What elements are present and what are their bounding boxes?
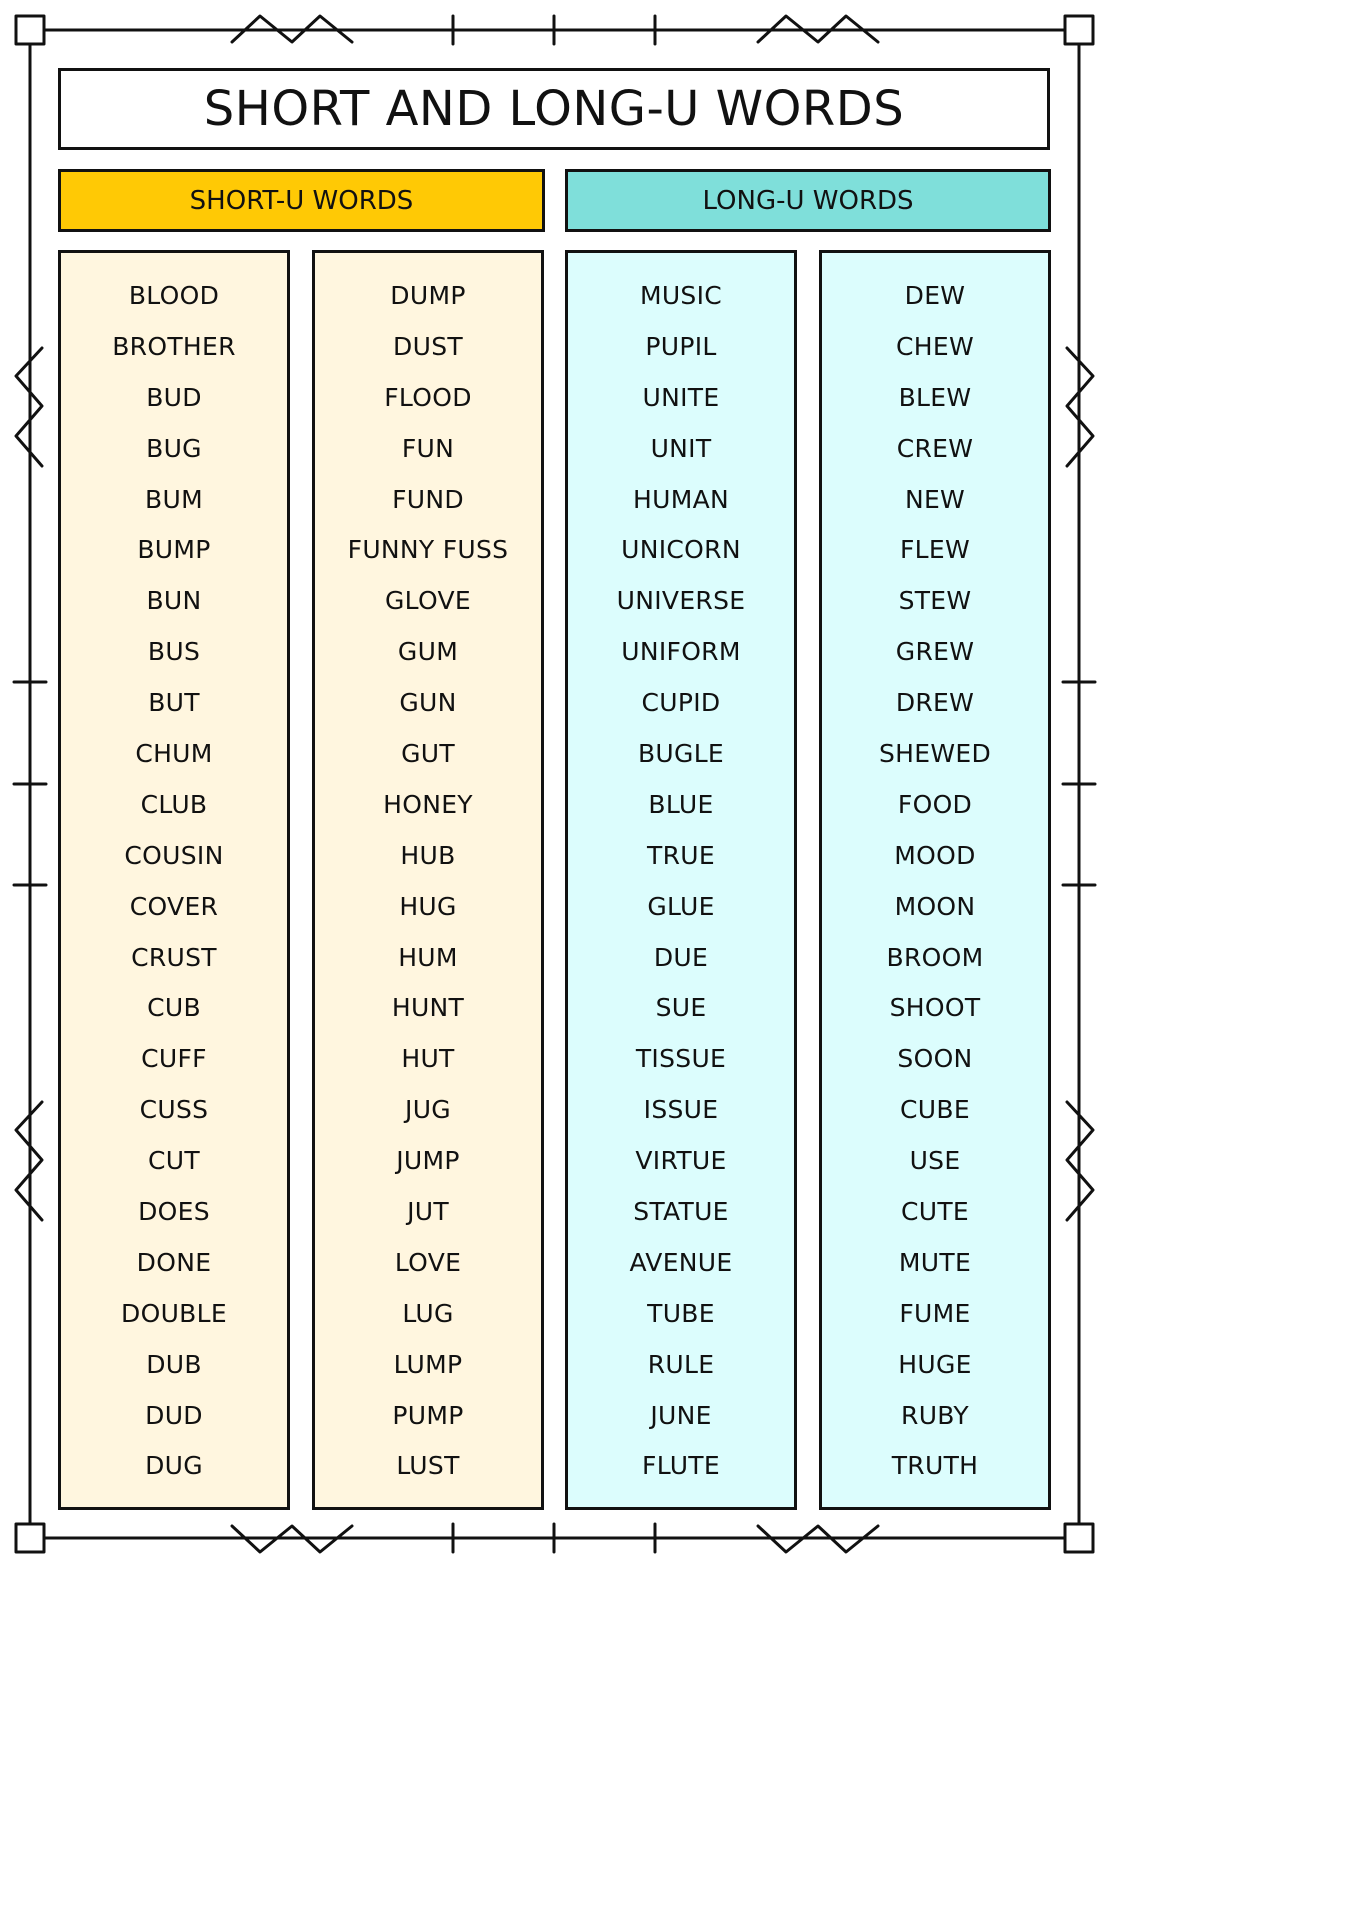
word-item: CHEW bbox=[896, 331, 974, 361]
word-item: SHEWED bbox=[878, 739, 992, 769]
word-item: CUTE bbox=[900, 1197, 970, 1227]
word-item: LOVE bbox=[394, 1247, 462, 1277]
word-item: BUN bbox=[146, 586, 202, 616]
long-u-header bbox=[565, 169, 1051, 232]
word-item: UNICORN bbox=[621, 535, 741, 565]
word-item: BUMP bbox=[137, 535, 211, 565]
word-item: JUMP bbox=[396, 1146, 460, 1176]
word-item: RULE bbox=[647, 1349, 715, 1379]
word-item: SHOOT bbox=[889, 993, 981, 1023]
short-u-header-label: SHORT-U WORDS bbox=[189, 185, 414, 216]
word-item: MOON bbox=[894, 891, 976, 921]
word-item: DEW bbox=[904, 281, 966, 310]
word-item: BUT bbox=[148, 688, 200, 718]
long-u-column-1 bbox=[565, 250, 797, 1510]
word-item: DUST bbox=[393, 331, 463, 361]
word-item: LUST bbox=[396, 1451, 460, 1481]
word-item: MUTE bbox=[898, 1247, 972, 1277]
word-item: USE bbox=[909, 1146, 961, 1176]
word-item: HUG bbox=[399, 891, 457, 921]
word-item: DUMP bbox=[390, 281, 466, 310]
word-item: HUNT bbox=[391, 993, 465, 1023]
word-item: GLOVE bbox=[384, 586, 472, 616]
word-item: HUM bbox=[398, 942, 458, 972]
word-item: DUE bbox=[653, 942, 709, 972]
word-item: DREW bbox=[895, 688, 975, 718]
word-item: CUT bbox=[148, 1146, 200, 1176]
word-item: CUBE bbox=[900, 1095, 970, 1125]
word-item: COUSIN bbox=[124, 840, 224, 870]
word-item: FUME bbox=[899, 1298, 971, 1328]
word-item: TRUTH bbox=[891, 1451, 979, 1481]
word-item: CRUST bbox=[131, 942, 217, 972]
page-title: SHORT AND LONG-U WORDS bbox=[203, 81, 905, 137]
word-item: LUG bbox=[402, 1298, 454, 1328]
word-item: DONE bbox=[136, 1247, 212, 1277]
word-item: CUFF bbox=[141, 1044, 207, 1074]
word-item: FLEW bbox=[899, 535, 971, 565]
word-item: HUB bbox=[400, 840, 456, 870]
word-item: FUNNY FUSS bbox=[347, 535, 509, 565]
word-item: ISSUE bbox=[643, 1095, 719, 1125]
word-item: VIRTUE bbox=[635, 1146, 727, 1176]
word-item: DUB bbox=[146, 1349, 202, 1379]
word-item: STEW bbox=[898, 586, 972, 616]
word-item: BUS bbox=[147, 637, 201, 667]
word-item: DOES bbox=[138, 1197, 210, 1227]
word-item: GUM bbox=[397, 637, 459, 667]
word-item: PUPIL bbox=[645, 331, 717, 361]
page-title-box bbox=[58, 68, 1050, 150]
word-item: CUSS bbox=[139, 1095, 209, 1125]
word-item: GREW bbox=[895, 637, 975, 667]
long-u-header-label: LONG-U WORDS bbox=[702, 185, 914, 216]
word-item: BLUE bbox=[648, 789, 714, 819]
word-item: BUD bbox=[146, 382, 202, 412]
word-item: JUG bbox=[405, 1095, 451, 1125]
word-item: PUMP bbox=[392, 1400, 464, 1430]
word-item: BROTHER bbox=[112, 331, 236, 361]
word-item: JUT bbox=[407, 1197, 449, 1227]
word-item: STATUE bbox=[633, 1197, 729, 1227]
word-item: RUBY bbox=[901, 1400, 969, 1430]
word-item: CUPID bbox=[641, 688, 721, 718]
word-item: COVER bbox=[129, 891, 219, 921]
word-item: DUG bbox=[145, 1451, 203, 1481]
short-u-column-2 bbox=[312, 250, 544, 1510]
word-item: FLUTE bbox=[642, 1451, 720, 1481]
word-item: GLUE bbox=[647, 891, 715, 921]
word-item: HONEY bbox=[383, 789, 473, 819]
short-u-header bbox=[58, 169, 545, 232]
word-item: SUE bbox=[655, 993, 707, 1023]
word-item: MOOD bbox=[894, 840, 976, 870]
word-item: CUB bbox=[147, 993, 201, 1023]
word-item: HUGE bbox=[898, 1349, 972, 1379]
word-item: BROOM bbox=[886, 942, 984, 972]
word-item: DUD bbox=[145, 1400, 203, 1430]
word-item: TISSUE bbox=[635, 1044, 727, 1074]
word-item: CHUM bbox=[135, 739, 213, 769]
word-item: HUT bbox=[401, 1044, 455, 1074]
word-item: UNIT bbox=[650, 433, 712, 463]
word-item: BUGLE bbox=[637, 739, 725, 769]
word-item: HUMAN bbox=[633, 484, 729, 514]
short-u-column-1 bbox=[58, 250, 290, 1510]
word-item: FOOD bbox=[897, 789, 973, 819]
word-item: TRUE bbox=[647, 840, 715, 870]
word-item: GUN bbox=[399, 688, 457, 718]
word-item: TUBE bbox=[647, 1298, 715, 1328]
word-item: CREW bbox=[896, 433, 974, 463]
word-item: FUN bbox=[401, 433, 455, 463]
word-item: FLOOD bbox=[384, 382, 472, 412]
word-item: FUND bbox=[392, 484, 464, 514]
word-item: BLEW bbox=[898, 382, 972, 412]
word-item: CLUB bbox=[140, 789, 208, 819]
word-item: DOUBLE bbox=[121, 1298, 227, 1328]
word-item: BUM bbox=[145, 484, 203, 514]
word-item: BLOOD bbox=[128, 281, 220, 310]
long-u-column-2 bbox=[819, 250, 1051, 1510]
word-item: NEW bbox=[904, 484, 966, 514]
word-item: UNITE bbox=[642, 382, 720, 412]
word-item: SOON bbox=[897, 1044, 973, 1074]
word-item: BUG bbox=[146, 433, 202, 463]
word-item: MUSIC bbox=[639, 281, 723, 310]
word-item: JUNE bbox=[650, 1400, 712, 1430]
word-item: GUT bbox=[401, 739, 455, 769]
word-item: UNIVERSE bbox=[616, 586, 746, 616]
word-item: UNIFORM bbox=[621, 637, 741, 667]
word-item: AVENUE bbox=[629, 1247, 733, 1277]
word-item: LUMP bbox=[393, 1349, 463, 1379]
